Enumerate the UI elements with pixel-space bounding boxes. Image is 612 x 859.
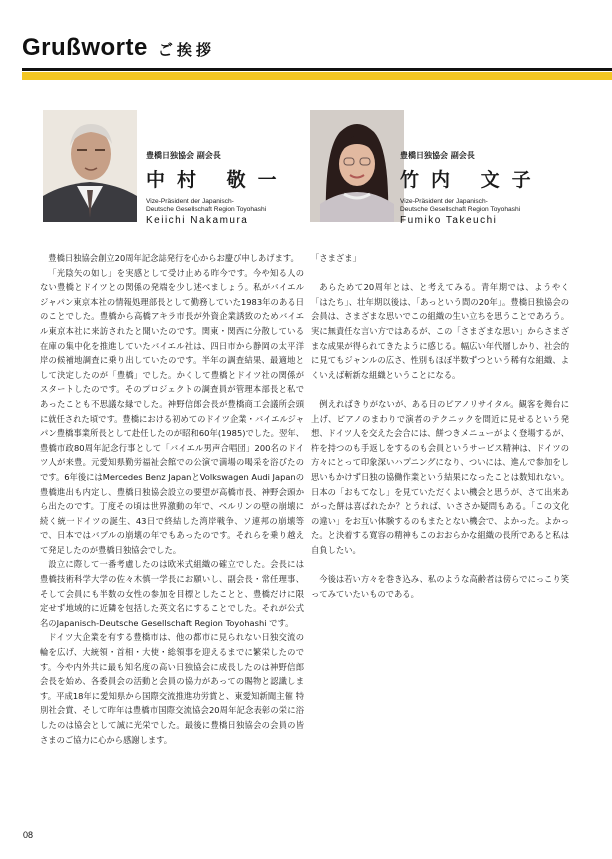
- romanized-name: Fumiko Takeuchi: [400, 215, 498, 226]
- role-label: 豊橋日独協会 副会長: [400, 151, 475, 160]
- person-takeuchi: [400, 150, 543, 226]
- german-title-line1: Vize-Präsident der Japanisch-: [400, 198, 488, 205]
- paragraph: 設立に際して一番考慮したのは欧米式組織の確立でした。会長には豊橋技術科学大学の佐々木慎一学長にお願いし、副会長・常任理事、そして会員にも半数の女性の参加を目標としたことと、豊橋だけに限定せず地域的に近隣を包括した英文名にすることでした。それが公式名のJapanisch-Deutsche Gesellschaft Region Toyohashi です。: [40, 559, 304, 628]
- paragraph: 「光陰矢の如し」を実感として受け止める昨今です。今や知る人のない豊橋とドイツとの関係の発端を少し述べましょう。私がバイエルジャパン東京本社の情報処理部長として勤務していた1983年のある日のことでした。豊橋から高橋アキラ市長が外資企業誘致のためバイエル東京本社に来訪されたと聞いたのです。関東・関西に分散している在庫の集中化を推進していたバイエル社は、四日市から静岡の太平洋岸の候補地調査に乗り出していたのです。半年の調査結果、最適地として決定したのが「豊橋」でした。かくして豊橋とドイツ社の関係がスタートしたのです。そのプロジェクトの調査員が管理本部長と私であったことも不思議な縁でした。神野信郎会長が豊橋商工会議所会頭に就任された頃です。豊橋における初めてのドイツ企業・バイエルジャパン豊橋事業所長として赴任したのが昭和60年(1985)でした。翌年、豊橋市政80周年記念行事として「バイエル男声合唱団」200名のドイツ人が来豊。元愛知県勤労福祉会館での公演で満場の喝采を浴びたのです。6年後にはMercedes Benz JapanとVolkswagen Audi Japanの豊橋進出も内定し、豊橋日独協会設立の要望が高橋市長、神野会頭から出たのです。丁度その頃は世界激動の年で、ベルリンの壁の崩壊に続く統一ドイツの誕生、43日で終結した湾岸戦争、ソ連邦の崩壊等で、日本ではバブルの崩壊の年でもあったのです。それらを乗り越えて発足したのが豊橋日独協会でした。: [40, 267, 304, 555]
- person-name: 竹内 文子: [400, 169, 543, 191]
- person-name: 中村 敬一: [146, 169, 289, 191]
- role-label: 豊橋日独協会 副会長: [146, 151, 221, 160]
- paragraph: ドイツ大企業を有する豊橋市は、他の都市に見られない日独交流の輪を広げ、大統領・首相・大使・総領事を迎えるまでに繁栄したのです。今や内外共に最も知名度の高い日独協会に成長したのは神野信郎会長を始め、各委員会の活動と会員の協力があっての賜物と認識します。平成18年に愛知県から国際交流推進功労賞と、東愛知新聞主催 特別社会賞、そして昨年は豊橋市国際交流協会20周年記念表彰の栄に浴したのは協会として誠に光栄でした。最後に豊橋日独協会の会員の皆さまのご協力に心から感謝します。: [40, 632, 304, 745]
- page-title: [22, 34, 215, 62]
- paragraph: 今後は若い方々を巻き込み、私のような高齢者は傍らでにっこり笑ってみていたいものである。: [311, 574, 569, 599]
- german-title-line2: Deutsche Gesellschaft Region Toyohashi: [400, 206, 521, 213]
- portrait-takeuchi: [310, 110, 404, 222]
- header-rule: [22, 68, 612, 71]
- german-title-line1: Vize-Präsident der Japanisch-: [146, 198, 234, 205]
- person-nakamura: [146, 150, 289, 226]
- paragraph: あらためて20周年とは、と考えてみる。青年期では、ようやく「はたち」、壮年期以後は、「あっという間の20年」。豊橋日独協会の会員は、さまざまな思いでこの組織の生い立ちを思うことであろう。実に無責任な言い方ではあるが、この「さまざまな思い」からさまざまな成果が得られてきたように感じる。幅広い年代層しかり、社会的に見てもジャンルの広さ、性別もほぼ半数ずつという稀有な組織、よくいえば斬新な組織ということになる。: [311, 282, 569, 380]
- german-title-line2: Deutsche Gesellschaft Region Toyohashi: [146, 206, 267, 213]
- essay-heading: 「さまざま」: [311, 253, 361, 263]
- greeting-text-nakamura: [40, 251, 304, 747]
- header-band: [22, 72, 612, 80]
- portrait-nakamura: [43, 110, 137, 222]
- title-japanese: ご挨拶: [157, 41, 215, 59]
- greeting-text-takeuchi: [311, 251, 569, 601]
- paragraph: 例えればきりがないが、ある日のピアノリサイタル。観客を舞台に上げ、ピアノのまわりで演者のテクニックを間近に見せるという発想、ドイツ人を交えた会合には、餅つきメニューがよく登場するが、杵を持つのも手返しをするのも会員というサービス精神は、ドイツの方々にとって印象深いハプニングになり、ついには、進んで参加をし思いもかけず日独の協働作業という結果になったことは数知れない。日本の「おもてなし」を見ていただくよい機会と思うが、さて出来あがった餅は喜ばれたか？とうれば、いささか疑問もある。「この文化の違い」をお互い体験するのもまたとない機会で、よかった。よかった。と決着する寛容の精神もこのおおらかな組織の長所であると私は自負したい。: [311, 398, 569, 555]
- paragraph: 豊橋日独協会創立20周年記念誌発行を心からお慶び申しあげます。: [48, 253, 299, 263]
- romanized-name: Keiichi Nakamura: [146, 215, 249, 226]
- page-number: 08: [23, 830, 34, 840]
- title-german: Grußworte: [22, 34, 148, 61]
